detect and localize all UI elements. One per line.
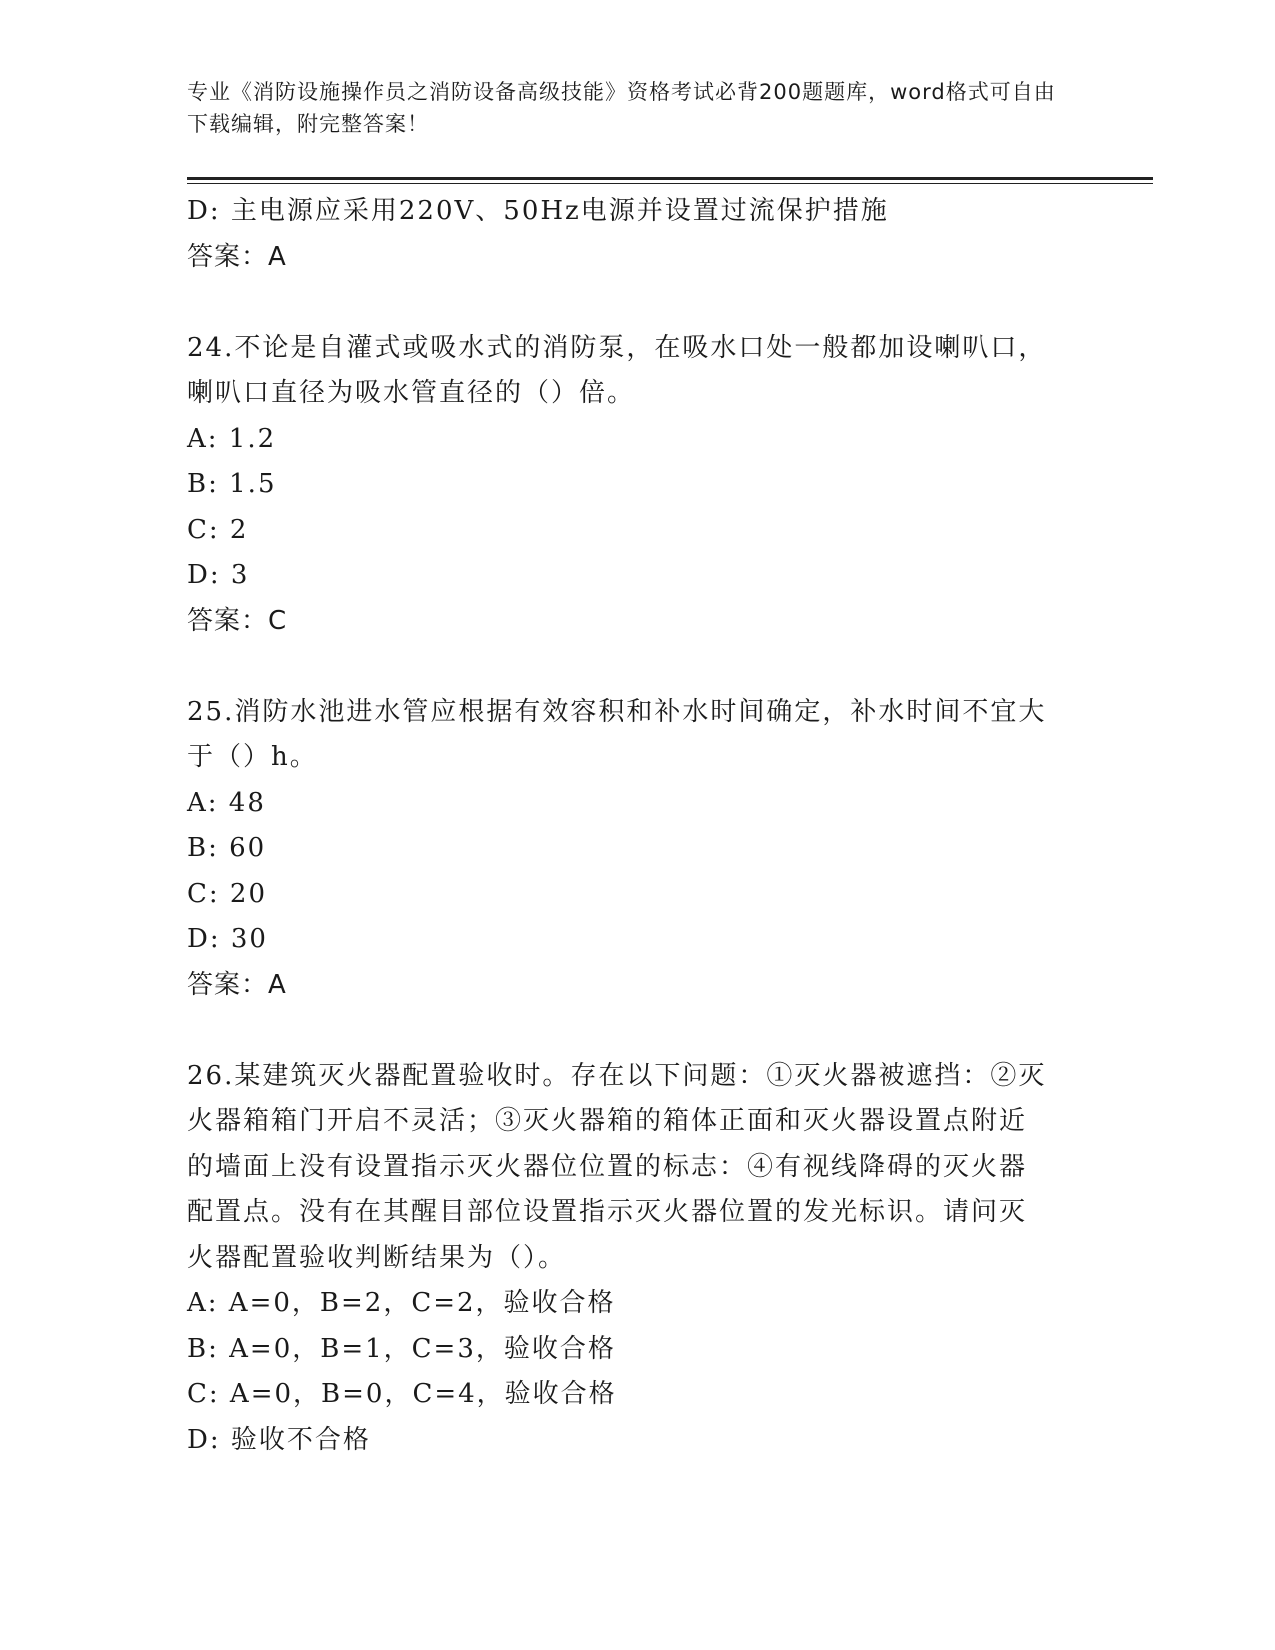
spacer [187, 280, 1087, 326]
option-d: D: 验收不合格 [187, 1424, 371, 1455]
spacer [187, 644, 1087, 690]
question-stem: 的墙面上没有设置指示灭火器位位置的标志：④有视线降碍的灭火器 [187, 1151, 1028, 1182]
answer-label: 答案：A [187, 969, 287, 1000]
option-c: C: 2 [187, 514, 249, 545]
option-a: A: 1.2 [187, 423, 277, 454]
spacer [187, 1008, 1087, 1054]
option-d: D: 主电源应采用220V、50Hz电源并设置过流保护措施 [187, 196, 889, 226]
question-stem: 火器箱箱门开启不灵活；③灭火器箱的箱体正面和灭火器设置点附近 [187, 1106, 1028, 1136]
question-stem: 26.某建筑灭火器配置验收时。存在以下问题：①灭火器被遮挡：②灭 [187, 1060, 1047, 1091]
header-divider-thick [187, 177, 1153, 180]
option-b: B: A=0，B=1，C=3，验收合格 [187, 1333, 616, 1364]
question-stem: 喇叭口直径为吸水管直径的（）倍。 [187, 378, 636, 408]
page-header: 专业《消防设施操作员之消防设备高级技能》资格考试必背200题题库，word格式可自由下载编辑，附完整答案！ [187, 80, 1056, 136]
option-c: C: 20 [187, 878, 268, 909]
header-divider-thin [187, 183, 1153, 184]
option-d: D: 3 [187, 560, 250, 590]
question-content [187, 189, 1087, 1463]
question-stem: 火器配置验收判断结果为（）。 [187, 1242, 567, 1273]
option-c: C: A=0，B=0，C=4，验收合格 [187, 1379, 617, 1409]
answer-label: 答案：A [187, 241, 287, 272]
option-d: D: 30 [187, 924, 268, 954]
option-b: B: 1.5 [187, 469, 277, 499]
question-stem: 于（）h。 [187, 742, 318, 772]
question-stem: 配置点。没有在其醒目部位设置指示灭火器位置的发光标识。请问灭 [187, 1197, 1028, 1227]
option-a: A: A=0，B=2，C=2，验收合格 [187, 1288, 616, 1318]
answer-label: 答案：C [187, 605, 288, 636]
option-a: A: 48 [187, 787, 266, 818]
question-stem: 24.不论是自灌式或吸水式的消防泵，在吸水口处一般都加设喇叭口， [187, 332, 1047, 363]
question-stem: 25.消防水池进水管应根据有效容积和补水时间确定，补水时间不宜大 [187, 696, 1047, 727]
option-b: B: 60 [187, 833, 267, 863]
